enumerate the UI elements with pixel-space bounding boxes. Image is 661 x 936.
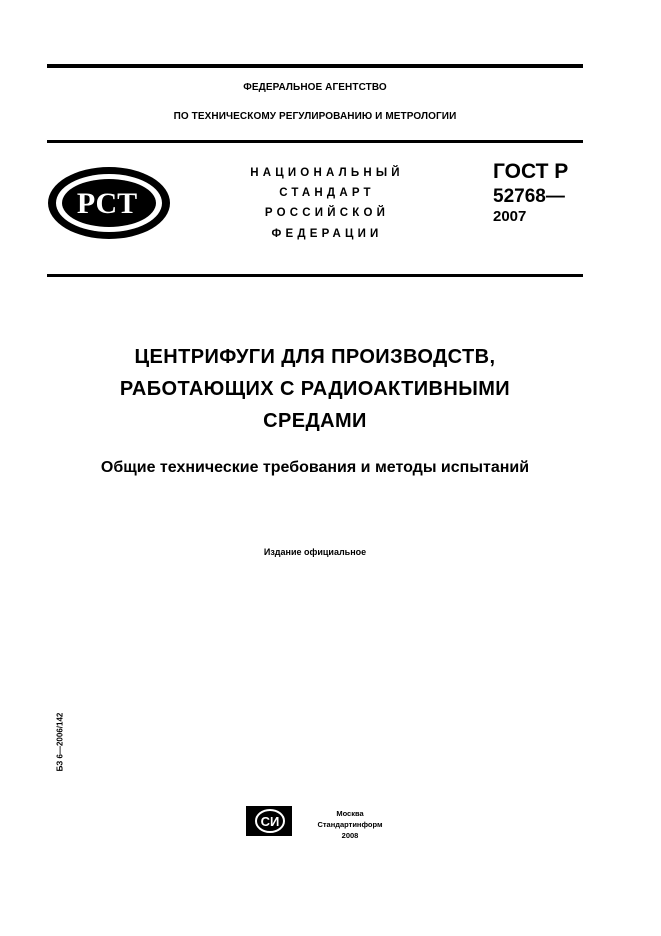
subtitle: Общие технические требования и методы испытаний xyxy=(100,459,530,476)
logo-text: РСТ xyxy=(76,187,138,220)
bottom-rule xyxy=(47,274,583,277)
agency-line-2: ПО ТЕХНИЧЕСКОМУ РЕГУЛИРОВАНИЮ И МЕТРОЛОГИИ xyxy=(173,111,457,122)
national-standard-line-1: НАЦИОНАЛЬНЫЙ xyxy=(250,167,404,179)
edition-label: Издание официальное xyxy=(263,547,367,557)
gost-year: 2007 xyxy=(493,208,527,225)
national-standard-line-2: СТАНДАРТ xyxy=(279,187,375,199)
side-code: БЗ 6—2006/142 xyxy=(55,712,65,772)
publisher-name: Стандартинформ xyxy=(317,820,383,829)
publisher-logo-text: СИ xyxy=(260,814,280,829)
publisher-year: 2008 xyxy=(341,831,359,840)
gost-prefix: ГОСТ Р xyxy=(493,160,569,183)
national-standard-line-4: ФЕДЕРАЦИИ xyxy=(271,228,383,240)
publisher-city: Москва xyxy=(336,809,364,818)
top-rule xyxy=(47,64,583,68)
standartinform-logo-icon xyxy=(246,806,292,836)
national-standard-line-3: РОССИЙСКОЙ xyxy=(264,207,390,219)
header-rule xyxy=(47,140,583,143)
title-line-1: ЦЕНТРИФУГИ ДЛЯ ПРОИЗВОДСТВ, xyxy=(134,346,496,368)
rst-certification-logo-icon xyxy=(44,163,174,243)
gost-number: 52768— xyxy=(493,186,565,207)
title-line-2: РАБОТАЮЩИХ С РАДИОАКТИВНЫМИ xyxy=(119,378,511,400)
agency-line-1: ФЕДЕРАЛЬНОЕ АГЕНТСТВО xyxy=(243,82,387,93)
title-line-3: СРЕДАМИ xyxy=(263,410,367,432)
